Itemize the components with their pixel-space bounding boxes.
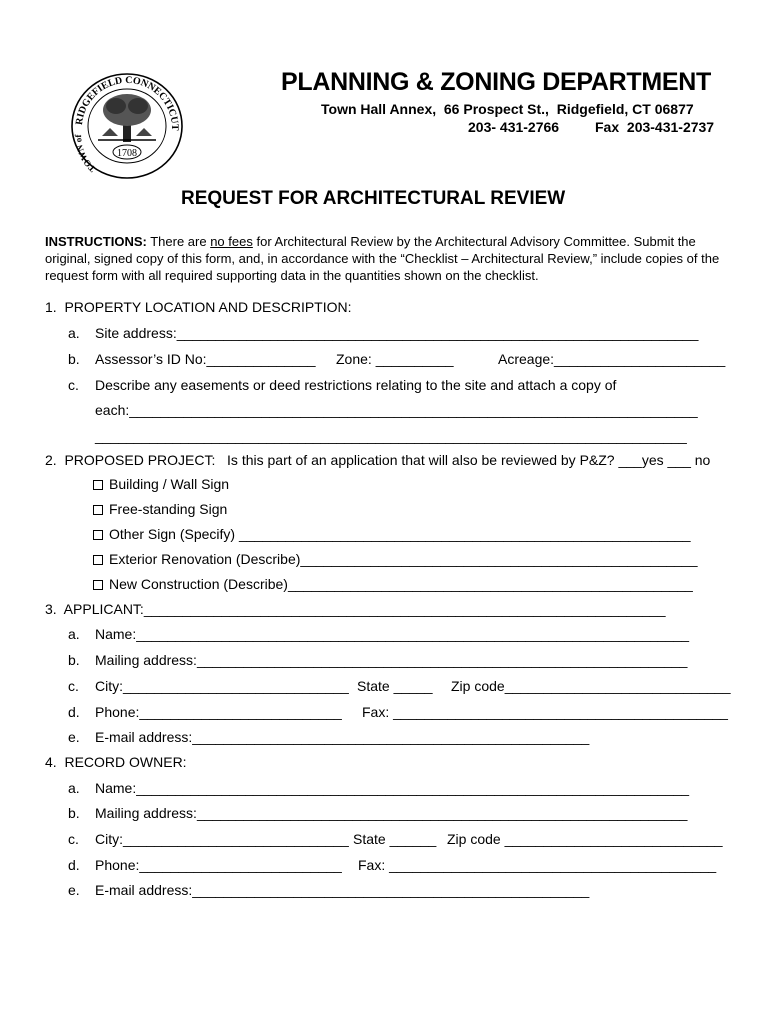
owner-name-field[interactable]: Name:_______________________________________________________________________ bbox=[95, 780, 690, 796]
item-letter: e. bbox=[68, 882, 80, 898]
applicant-zip-field[interactable]: Zip code_____________________________ bbox=[451, 678, 731, 694]
acreage-field[interactable]: Acreage:______________________ bbox=[498, 351, 726, 367]
checkbox-label-building-wall-sign: Building / Wall Sign bbox=[109, 476, 230, 492]
checkbox[interactable] bbox=[93, 555, 103, 565]
applicant-mailing-address-field[interactable]: Mailing address:_______________________________________________________________ bbox=[95, 652, 688, 668]
owner-city-field[interactable]: City:_____________________________ bbox=[95, 831, 349, 847]
owner-fax-field[interactable]: Fax: __________________________________________ bbox=[358, 857, 717, 873]
checkbox-label-new-construction: New Construction (Describe)____________________________________________________ bbox=[109, 576, 693, 592]
item-letter: a. bbox=[68, 780, 80, 796]
applicant-phone-field[interactable]: Phone:__________________________ bbox=[95, 704, 342, 720]
instructions-text: There are bbox=[146, 234, 211, 249]
item-letter: c. bbox=[68, 678, 79, 694]
svg-text:TOWN of: TOWN of bbox=[73, 134, 98, 175]
assessor-id-field[interactable]: Assessor’s ID No:______________ bbox=[95, 351, 316, 367]
owner-state-field[interactable]: State ______ bbox=[353, 831, 437, 847]
item-letter: b. bbox=[68, 351, 80, 367]
checkbox[interactable] bbox=[93, 505, 103, 515]
svg-text:RIDGEFIELD CONNECTICUT: RIDGEFIELD CONNECTICUT bbox=[74, 74, 181, 131]
checkbox-label-exterior-renovation: Exterior Renovation (Describe)___________________________________________________ bbox=[109, 551, 698, 567]
owner-zip-field[interactable]: Zip code ____________________________ bbox=[447, 831, 723, 847]
item-letter: d. bbox=[68, 704, 80, 720]
easements-field-line2[interactable]: ____________________________________________________________________________ bbox=[95, 428, 687, 444]
no-fees-text: no fees bbox=[210, 234, 253, 249]
item-letter: d. bbox=[68, 857, 80, 873]
item-letter: a. bbox=[68, 626, 80, 642]
checkbox-item[interactable] bbox=[93, 501, 227, 517]
item-letter: b. bbox=[68, 652, 80, 668]
item-letter: e. bbox=[68, 729, 80, 745]
department-phone: 203- 431-2766 bbox=[468, 119, 560, 135]
instructions-paragraph bbox=[45, 233, 735, 284]
section-4-heading: 4. RECORD OWNER: bbox=[45, 754, 187, 770]
checkbox-label-other-sign: Other Sign (Specify) __________________________________________________________ bbox=[109, 526, 691, 542]
department-fax: Fax 203-431-2737 bbox=[595, 119, 715, 135]
owner-mailing-address-field[interactable]: Mailing address:_______________________________________________________________ bbox=[95, 805, 688, 821]
applicant-email-field[interactable]: E-mail address:___________________________________________________ bbox=[95, 729, 590, 745]
instructions-label: INSTRUCTIONS: bbox=[45, 234, 147, 249]
checkbox[interactable] bbox=[93, 580, 103, 590]
department-address: Town Hall Annex, 66 Prospect St., Ridgefield, CT 06877 bbox=[321, 101, 694, 117]
item-letter: c. bbox=[68, 831, 79, 847]
checkbox-label-free-standing-sign: Free-standing Sign bbox=[109, 501, 228, 517]
easements-field-line1[interactable]: each:_________________________________________________________________________ bbox=[95, 402, 698, 418]
checkbox[interactable] bbox=[93, 480, 103, 490]
owner-email-field[interactable]: E-mail address:___________________________________________________ bbox=[95, 882, 590, 898]
applicant-name-field[interactable]: Name:_______________________________________________________________________ bbox=[95, 626, 690, 642]
easements-prompt: Describe any easements or deed restrictions relating to the site and attach a copy of bbox=[95, 377, 617, 393]
checkbox-item[interactable] bbox=[93, 476, 229, 492]
department-title: PLANNING & ZONING DEPARTMENT bbox=[281, 68, 712, 96]
item-letter: b. bbox=[68, 805, 80, 821]
zone-field[interactable]: Zone: __________ bbox=[336, 351, 454, 367]
applicant-fax-field[interactable]: Fax: ___________________________________________ bbox=[362, 704, 728, 720]
applicant-state-field[interactable]: State _____ bbox=[357, 678, 433, 694]
svg-text:1708: 1708 bbox=[117, 148, 137, 159]
checkbox-item[interactable] bbox=[93, 551, 698, 567]
site-address-field[interactable]: Site address:___________________________________________________________________ bbox=[95, 325, 699, 341]
town-seal-logo bbox=[68, 70, 186, 182]
owner-phone-field[interactable]: Phone:__________________________ bbox=[95, 857, 342, 873]
form-title: REQUEST FOR ARCHITECTURAL REVIEW bbox=[181, 188, 566, 209]
instructions-text-continued: for Architectural Review by the Architectural Advisory Committee. Submit the original, signed copy of this form, and, in accordance with the “Checklist – Architectural Review,” include copies of the request form with all required supporting data in the quantities shown on the checklist. bbox=[45, 234, 720, 283]
item-letter: c. bbox=[68, 377, 79, 393]
applicant-city-field[interactable]: City:_____________________________ bbox=[95, 678, 349, 694]
checkbox-item[interactable] bbox=[93, 576, 693, 592]
section-2-heading: 2. PROPOSED PROJECT: Is this part of an application that will also be reviewed by P&Z? ___yes ___ no bbox=[45, 452, 711, 468]
section-3-heading[interactable]: 3. APPLICANT:___________________________________________________________________ bbox=[45, 601, 666, 617]
checkbox-item[interactable] bbox=[93, 526, 691, 542]
checkbox[interactable] bbox=[93, 530, 103, 540]
section-1-heading: 1. PROPERTY LOCATION AND DESCRIPTION: bbox=[45, 299, 352, 315]
item-letter: a. bbox=[68, 325, 80, 341]
